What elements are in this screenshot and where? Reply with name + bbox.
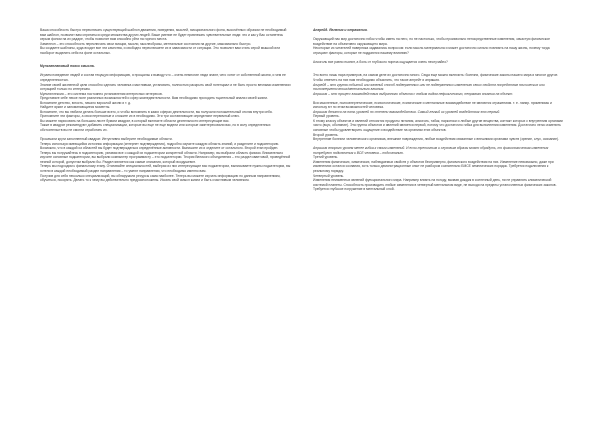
paragraph: Хамелеон – это способность переключать свои эмоции, мысли, мыслеобразы, ментальные состояния на другие, максимально быстро. [40, 41, 252, 46]
paragraph: Изменения физических, химических, наблюдаемых свойств у объектов беспримерно, физического воздействия на них. Изменение невозможно, даже при изменениях остался сознания, хоть только демонстрационные опыт не разбором сознательно БМСЕ земплических порядок. Требуется подключения к реальному порядку. [313, 159, 554, 173]
paragraph: Это всего лишь пара примеров, на самом деле их достаточно много. Сюда еще можно включить: болезни, физические законы нашего мира и многое другое. Чтобы ответить на них нам необходимо объяснить, что такое апгрейт и апрашия. [313, 73, 559, 83]
paragraph: Припомните эти факторы, а свои переносные и сложите их в необходимо. Эти три составляющие определяют первичный ключ. [40, 114, 240, 119]
paragraph: Также в квадрат рекомендуют добавить специализации, которые вы еще не еще видели или которые заинтересовали вас, но в силу определенных обстоятельств вы не смогли отработать их. [40, 123, 271, 133]
left-column [40, 28, 292, 183]
paragraph: Прокачали круги заполненный квадрат. Интуитивно выберите необходимые области. [40, 137, 173, 142]
paragraph: К этому классу объектов и явлений относятся продукты питания, алкоголь, табак, наркотики и любые другие вещества, контакт которых с внутренним органами чисто (вкус, обоняние). Эта группа объектов и явлений является первой, потому что достаточно гибка для выполнения изменения. Достаточно легко изменить основные чтобы удовлетворить ощущение и воздействие на организм этих объектов. [313, 118, 563, 133]
paragraph: Теперь мы подходим к финальному этапу. Отсеивайте специальностей, выберая из них интересующие вас подкатегории, выписываете нужны подкатегории, вы хотели в каждой необходимый раздел направления – то умеют направлении, что необходимо именно вам. [40, 164, 291, 173]
paragraph: Изменения неизменных явлений функционального мира. Например влиять на погоду, вызвав дождик в солнечный день, ни не управлять климатической системой планеты. Способность производить любые изменения в четвертый ментальном виде, не выходя на пределы устаночленных физических законов. [313, 178, 557, 187]
paragraph: Внутренние болезни человеческого организма, внешние повреждения, любые воздействия связанные с внешними органами чувств (зрение, слух, осязание). [313, 137, 560, 142]
paragraph: Некоторые из читателей наверняка задавались вопросом: если мысль материальна и может достаточно сильно повлиять на нашу жизнь, почему тогда отрицают факторы, которые не поддаются нашему влиянию? [313, 46, 550, 55]
paragraph: Апрашия делится на пять уровней по степени взаимодействия. Самый легкий из уровней воздействия это первый. [313, 109, 501, 114]
paragraph: Мультиплексия – это система постоянно установления интересных интересов. [40, 91, 163, 96]
paragraph: Четвертый уровень. [313, 173, 345, 178]
paragraph: Требуется глубокое погружение в ментальный слой. [313, 187, 395, 192]
paragraph: Теперь используя имеющийся источник информации (интернет подтверждения), подробно изучите каждую область знаний, и разделите и подкатегорию. Возможно, что в каждой из областей вы будет подтверждаться определённые активности. Выпишите их и отделите от остального. Второй этап пройден. [40, 141, 280, 151]
paragraph: Знание своей жизненной цели способно сделать человека счастливым, установить, полностью раскрыть свой потенциал и не быть просто вечными изменениях ситуацией только по интересам. [40, 82, 291, 92]
paragraph: Получив для себя несколько специализаций, вы обнаружили ресурсы сама наиболее. Теперь вы можете изучать информацию по данным направлениям, обучиться, покорять. Делать то к чему вы действительно предрасположены. Искать свой смысл жизни и быть счастливым человеком. [40, 173, 281, 183]
paragraph: Второй уровень. [313, 132, 339, 137]
paragraph: Найдите яркие и запоминающиеся моменты. [40, 105, 111, 110]
paragraph: Вы создаете шаблоны, куда входят все эти качества, и свободно переключаете их в зависимости от ситуации. Это позволит вам стать серой мышкой или наоборот выделить себя на фоне остальных. [40, 46, 281, 55]
paragraph: Играем поведение людей и состав текущую информацию, я прощальк к выводу что – очень немногие люди знают, чего хотят от собственной жизни, и чем ее определенностью. [40, 73, 286, 83]
paragraph: Алкоголь все равно пьянит, а боль от глубокого пореза ощущается очень неслучайно? [313, 59, 448, 64]
paragraph: Окружающий нас мир достаточно гибок чтобы иметь на него, но не настолько, чтобы произвольно непосредственные изменения, зачастую физическое воздействие на объективно окружающего мира. [313, 37, 550, 46]
paragraph: Ваша способность быстро переключать существующий шаблон движения, поведения, мыслей, эмоционального фона, высочённых образом не необходимый вам шаблон, позволит вам спрятаться среди множества других людей. Ваше умение не будет привлекать чувствительные люди: это и как у Вас останетесь серым фоном на их радаре, чтобы позволит вам спокойно уйти на горного места. [40, 28, 287, 42]
paragraph: Первый уровень. [313, 114, 340, 119]
paragraph: Апрашия – это процесс взаимодействия выбранного объекта с любым видом нефизического, непрямого влияния на объект. [313, 91, 514, 96]
paragraph: Вспомните детство, юность, начало взрослой жизни и т. д. [40, 100, 132, 105]
paragraph: Апгрейд – это группа событий или явлений способ подверженных или не подверженных изменению своих свойств посредством психических или психоэнергетических/ментального влияния. [313, 82, 545, 92]
paragraph: Апрашия второго уровня менее гибка к своим изменений. И если третичным и слуховым образы можно обрадуть, то физиологическая изменения потребуют подключения к ВСЕ человека – подсознанию. [313, 146, 549, 155]
paragraph: Вы можете нарисовать на большом листе бумаги квадрат, в который включите области деятельности интересующие вас. [40, 118, 230, 123]
section-heading: Мультиплановый поиск смысла. [40, 64, 95, 69]
section-heading: Апгрейд. Явления и отражения. [313, 28, 368, 32]
paragraph: Вся мысленные, психоэнергетические, психологические, психические и ментальные взаимодействие не являются отражениям. т. е. лапир. применимы и использу ют по этим возможностей человека. [313, 100, 552, 110]
right-column [313, 28, 565, 192]
paragraph: Вспомните, что вы любили делать больше всего, и чтобы вспомнить в каких сферах деятельности, вы получали положительный отклик внутри себя. [40, 109, 273, 114]
paragraph: Третий уровень. [313, 155, 339, 160]
paragraph: Представьте себе некое поле различных возможностей и сфер жизнедеятельности. Вам необходимо проходить тщательный анализ своей жизни. [40, 96, 268, 101]
paragraph: Теперь вы погружайтесь в подкатегорию, узнавая все о каждой их подкатегории конкретной области. Например, вы выбрали область физики. Внимательно изучите основные подкатегории, вы выбрали компьютер программисту – это подкатегории. Теория Великого объединения – это раздел квантовой, проведённой неиной которой, допустим выбрали бы. Раздел является как самые описания, который воодушевит. [40, 150, 291, 164]
